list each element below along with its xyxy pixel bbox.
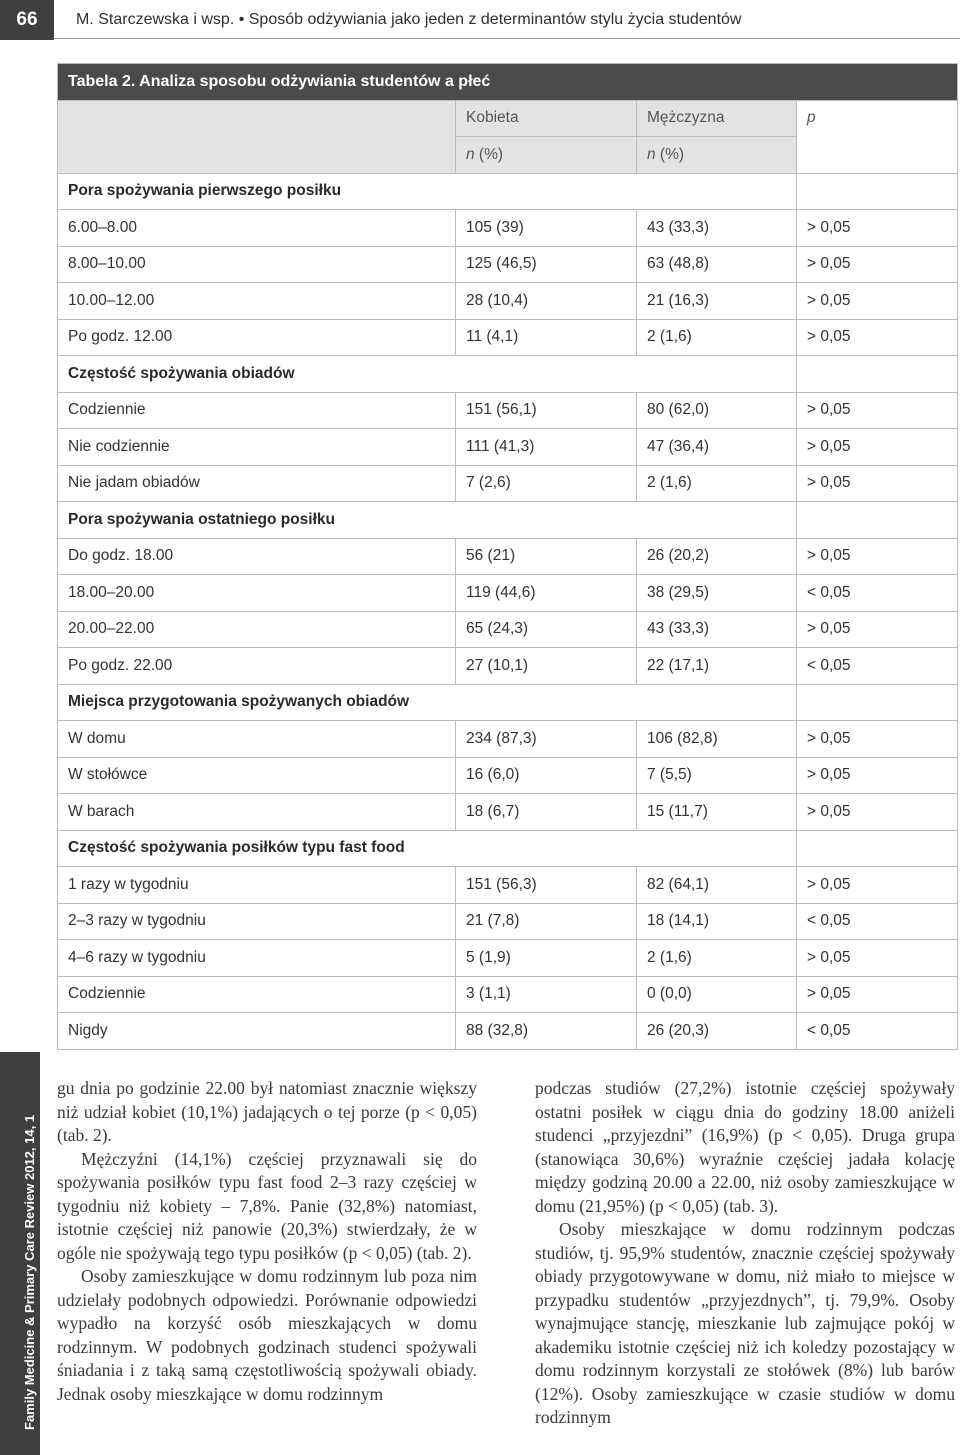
left-paragraph-3: Osoby zamieszkujące w domu rodzinnym lub poza nim udzielały podobnych odpowiedzi. Porównanie odpowiedzi wypadło na korzyść osób mieszkających w domu rodzinnym. W podobnych godzinach studenci spożywali śniadania i z taką samą częstotliwością spożywali obiady. Jednak osoby mieszkające w domu rodzinnym (57, 1266, 477, 1404)
p-value: > 0,05 (797, 940, 958, 977)
row-label: Codziennie (58, 976, 456, 1013)
female-value: 88 (32,8) (456, 1013, 637, 1050)
row-label: Nigdy (58, 1013, 456, 1050)
col-header-male: Mężczyzna (637, 100, 797, 137)
journal-sidebar-label: Family Medicine & Primary Care Review 2012, 14, 1 (22, 1114, 37, 1430)
section-row (58, 502, 958, 539)
male-value: 2 (1,6) (637, 319, 797, 356)
row-label: 6.00–8.00 (58, 210, 456, 247)
body-text-right-column (535, 1077, 955, 1430)
male-value: 2 (1,6) (637, 940, 797, 977)
row-label: 18.00–20.00 (58, 575, 456, 612)
col-header-female: Kobieta (456, 100, 637, 137)
p-value: > 0,05 (797, 392, 958, 429)
female-value: 3 (1,1) (456, 976, 637, 1013)
body-text-left-column (57, 1077, 477, 1406)
male-value: 15 (11,7) (637, 794, 797, 831)
p-value: > 0,05 (797, 319, 958, 356)
table-row (58, 648, 958, 685)
table-row (58, 1013, 958, 1050)
p-value: > 0,05 (797, 976, 958, 1013)
female-value: 56 (21) (456, 538, 637, 575)
section-title: Częstość spożywania obiadów (58, 356, 797, 393)
female-value: 105 (39) (456, 210, 637, 247)
male-value: 26 (20,3) (637, 1013, 797, 1050)
p-value: > 0,05 (797, 721, 958, 758)
results-table (57, 63, 958, 1050)
male-value: 26 (20,2) (637, 538, 797, 575)
left-paragraph-1: gu dnia po godzinie 22.00 był natomiast znacznie większy niż udział kobiet (10,1%) jadających o tej porze (p < 0,05) (tab. 2). (57, 1078, 477, 1145)
row-label: 1 razy w tygodniu (58, 867, 456, 904)
table-row (58, 976, 958, 1013)
p-value: > 0,05 (797, 867, 958, 904)
row-label: Po godz. 12.00 (58, 319, 456, 356)
row-label: 2–3 razy w tygodniu (58, 903, 456, 940)
section-title: Pora spożywania pierwszego posiłku (58, 173, 797, 210)
page-header (0, 0, 960, 40)
row-label: Do godz. 18.00 (58, 538, 456, 575)
table-row (58, 757, 958, 794)
table-row (58, 940, 958, 977)
female-value: 21 (7,8) (456, 903, 637, 940)
row-label: 8.00–10.00 (58, 246, 456, 283)
table-row (58, 319, 958, 356)
page-number: 66 (0, 0, 54, 40)
row-label: Nie codziennie (58, 429, 456, 466)
section-row (58, 684, 958, 721)
running-head: M. Starczewska i wsp. • Sposób odżywiania jako jeden z determinantów stylu życia studentów (76, 11, 742, 28)
row-label: 20.00–22.00 (58, 611, 456, 648)
table-header-row (58, 100, 958, 137)
section-title: Częstość spożywania posiłków typu fast food (58, 830, 797, 867)
table-row (58, 210, 958, 247)
table-row (58, 611, 958, 648)
female-value: 111 (41,3) (456, 429, 637, 466)
section-blank-cell (797, 830, 958, 867)
subheader-male-pct: (%) (655, 145, 685, 163)
section-title: Pora spożywania ostatniego posiłku (58, 502, 797, 539)
table-row (58, 538, 958, 575)
p-value: < 0,05 (797, 1013, 958, 1050)
subheader-male-n: n (647, 145, 656, 163)
male-value: 43 (33,3) (637, 210, 797, 247)
p-value: > 0,05 (797, 465, 958, 502)
female-value: 65 (24,3) (456, 611, 637, 648)
male-value: 21 (16,3) (637, 283, 797, 320)
table-2 (57, 63, 957, 1050)
p-value: < 0,05 (797, 903, 958, 940)
female-value: 16 (6,0) (456, 757, 637, 794)
section-row (58, 356, 958, 393)
section-row (58, 173, 958, 210)
p-value: > 0,05 (797, 538, 958, 575)
male-value: 18 (14,1) (637, 903, 797, 940)
p-value: > 0,05 (797, 246, 958, 283)
female-value: 234 (87,3) (456, 721, 637, 758)
p-value: > 0,05 (797, 757, 958, 794)
male-value: 82 (64,1) (637, 867, 797, 904)
section-blank-cell (797, 502, 958, 539)
section-row (58, 830, 958, 867)
male-value: 2 (1,6) (637, 465, 797, 502)
section-blank-cell (797, 356, 958, 393)
row-label: W barach (58, 794, 456, 831)
table-row (58, 903, 958, 940)
row-label: Po godz. 22.00 (58, 648, 456, 685)
table-row (58, 392, 958, 429)
table-row (58, 721, 958, 758)
female-value: 28 (10,4) (456, 283, 637, 320)
col-header-p: p (797, 100, 958, 173)
table-row (58, 429, 958, 466)
table-row (58, 465, 958, 502)
right-paragraph-1: podczas studiów (27,2%) istotnie częściej spożywały ostatni posiłek w ciągu dnia do godziny 18.00 aniżeli studenci „przyjezdni” (16,9%) (p < 0,05). Druga grupa (stanowiąca 30,6%) wyraźnie częściej jadała kolację między godziną 20.00 a 22.00, niż osoby zamieszkujące w domu (21,95%) (p < 0,05) (tab. 3). (535, 1078, 955, 1216)
header-empty-cell (58, 100, 456, 173)
male-value: 80 (62,0) (637, 392, 797, 429)
row-label: Codziennie (58, 392, 456, 429)
table-row (58, 867, 958, 904)
section-blank-cell (797, 173, 958, 210)
female-value: 125 (46,5) (456, 246, 637, 283)
p-value: > 0,05 (797, 210, 958, 247)
male-value: 0 (0,0) (637, 976, 797, 1013)
female-value: 11 (4,1) (456, 319, 637, 356)
male-value: 38 (29,5) (637, 575, 797, 612)
p-value: > 0,05 (797, 429, 958, 466)
male-value: 43 (33,3) (637, 611, 797, 648)
table-caption-row (58, 64, 958, 101)
male-value: 106 (82,8) (637, 721, 797, 758)
p-value: < 0,05 (797, 648, 958, 685)
table-row (58, 246, 958, 283)
row-label: W domu (58, 721, 456, 758)
row-label: Nie jadam obiadów (58, 465, 456, 502)
female-value: 18 (6,7) (456, 794, 637, 831)
p-value: > 0,05 (797, 283, 958, 320)
row-label: W stołówce (58, 757, 456, 794)
right-paragraph-2: Osoby mieszkające w domu rodzinnym podczas studiów, tj. 95,9% studentów, znacznie częściej spożywały obiady przygotowywane w domu, niż miało to miejsce w przypadku studentów „przyjezdnych”, tj. 79,9%. Osoby wynajmujące stancję, mieszkanie lub zajmujące pokój w akademiku istotnie częściej niż ich koledzy pozostający w domu rodzinnym korzystali ze stołówek (8%) lub barów (12%). Osoby zamieszkujące w czasie studiów w domu rodzinnym (535, 1219, 955, 1427)
male-value: 47 (36,4) (637, 429, 797, 466)
male-value: 7 (5,5) (637, 757, 797, 794)
table-row (58, 283, 958, 320)
section-title: Miejsca przygotowania spożywanych obiadów (58, 684, 797, 721)
header-divider (54, 38, 960, 39)
female-value: 151 (56,1) (456, 392, 637, 429)
p-value: < 0,05 (797, 575, 958, 612)
table-row (58, 794, 958, 831)
female-value: 151 (56,3) (456, 867, 637, 904)
female-value: 7 (2,6) (456, 465, 637, 502)
table-caption: Tabela 2. Analiza sposobu odżywiania studentów a płeć (58, 64, 958, 101)
p-value: > 0,05 (797, 794, 958, 831)
female-value: 5 (1,9) (456, 940, 637, 977)
subheader-female-pct: (%) (474, 145, 504, 163)
female-value: 119 (44,6) (456, 575, 637, 612)
male-value: 22 (17,1) (637, 648, 797, 685)
row-label: 10.00–12.00 (58, 283, 456, 320)
section-blank-cell (797, 684, 958, 721)
subheader-male (637, 137, 797, 174)
row-label: 4–6 razy w tygodniu (58, 940, 456, 977)
table-row (58, 575, 958, 612)
subheader-female (456, 137, 637, 174)
left-paragraph-2: Mężczyźni (14,1%) częściej przyznawali się do spożywania posiłków typu fast food 2–3 razy częściej w tygodniu niż kobiety – 7,8%. Panie (32,8%) natomiast, istotnie częściej niż panowie (20,3%) stwierdzały, że w ogóle nie spożywają tego typu posiłków (p < 0,05) (tab. 2). (57, 1148, 477, 1263)
subheader-female-n: n (466, 145, 475, 163)
p-value: > 0,05 (797, 611, 958, 648)
male-value: 63 (48,8) (637, 246, 797, 283)
female-value: 27 (10,1) (456, 648, 637, 685)
